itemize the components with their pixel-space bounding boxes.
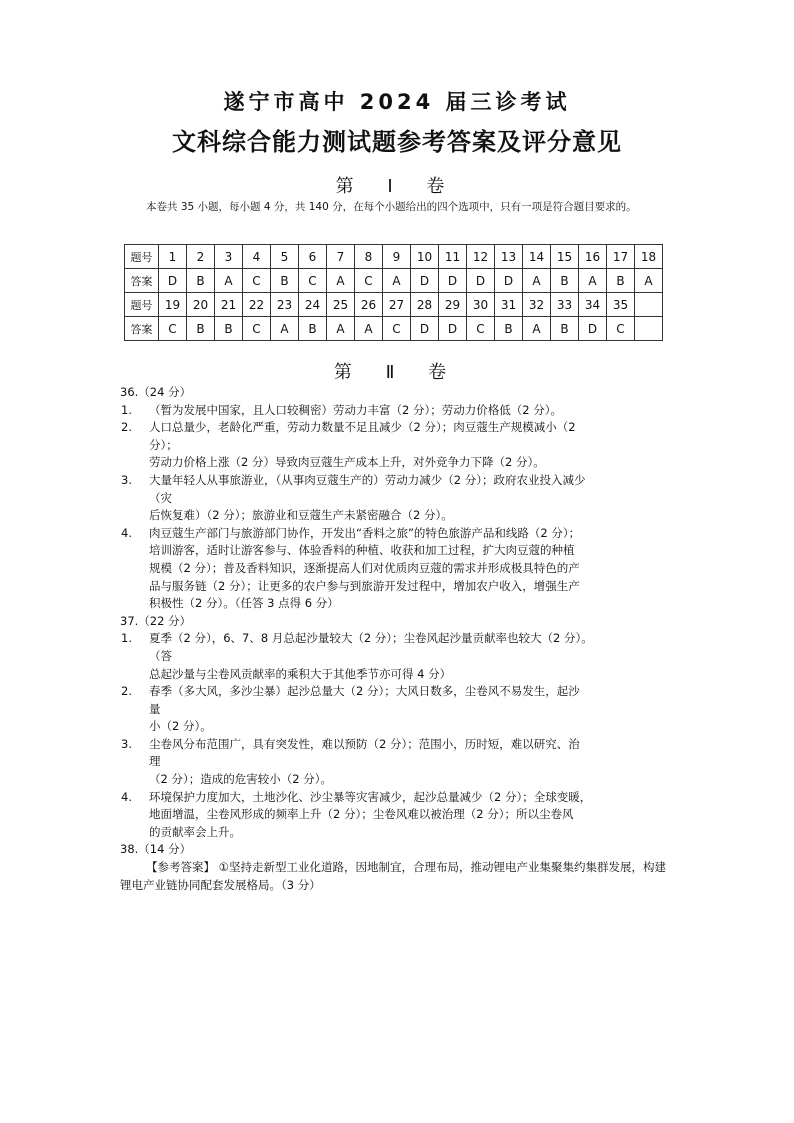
label-question: 题号 [125,245,159,269]
answer-row [125,269,663,293]
q-cell: 26 [355,293,383,317]
question-number-row [125,245,663,269]
q-cell: 10 [411,245,439,269]
q-cell: 17 [607,245,635,269]
q-cell: 29 [439,293,467,317]
q-cell: 35 [607,293,635,317]
exam-title: 遂宁市高中 2024 届三诊考试 [223,90,571,114]
a-cell: D [411,269,439,293]
q-cell: 9 [383,245,411,269]
a-cell: D [495,269,523,293]
label-answer: 答案 [125,317,159,341]
item-line: 尘卷风分布范围广，具有突发性，难以预防（2 分）；范围小，历时短，难以研究、治 [149,736,580,751]
a-cell: B [187,317,215,341]
a-cell: A [327,317,355,341]
q37-item-2-continuation: 小（2 分）。 [149,719,212,734]
label-answer: 答案 [125,269,159,293]
q36-item-3 [120,472,676,507]
q36-item-1 [120,402,676,420]
a-cell: A [635,269,663,293]
item-number: 2. [121,684,132,699]
item-number: 4. [121,525,132,540]
item-line: 分）； [149,437,178,452]
item-line: 夏季（2 分），6、7、8 月总起沙量较大（2 分）；尘卷风起沙量贡献率也较大（2 分）。 [149,631,593,646]
item-line: 肉豆蔻生产部门与旅游部门协作，开发出“香料之旅”的特色旅游产品和线路（2 分）； [149,525,581,540]
item-number: 2. [121,420,132,435]
q-cell: 2 [187,245,215,269]
q-cell: 23 [271,293,299,317]
q-cell: 32 [523,293,551,317]
part1-heading: 第 Ⅰ 卷 [335,176,459,197]
q-cell: 8 [355,245,383,269]
item-line: 大量年轻人从事旅游业，（从事肉豆蔻生产的）劳动力减少（2 分）；政府农业投入减少 [149,472,586,487]
item-line: 品与服务链（2 分）；让更多的农户参与到旅游开发过程中，增加农户收入，增强生产 [149,578,580,593]
a-cell: D [439,269,467,293]
q-cell: 11 [439,245,467,269]
a-cell: A [215,269,243,293]
q-cell: 6 [299,245,327,269]
item-number: 3. [121,472,132,487]
q36-title: 36.（24 分） [120,385,192,399]
a-cell: B [607,269,635,293]
a-cell: A [383,269,411,293]
a-cell: C [383,317,411,341]
q36-item-2-continuation: 劳动力价格上涨（2 分）导致肉豆蔻生产成本上升，对外竞争力下降（2 分）。 [149,455,545,470]
a-cell: A [355,317,383,341]
question-number-row [125,293,663,317]
a-cell: B [551,269,579,293]
q-cell: 5 [271,245,299,269]
a-cell: A [579,269,607,293]
q36-item-3-continuation: 后恢复难）（2 分）；旅游业和豆蔻生产未紧密融合（2 分）。 [149,508,453,523]
q-cell: 25 [327,293,355,317]
q38-answer: 【参考答案】 ①坚持走新型工业化道路，因地制宜，合理布局，推动锂电产业集聚集约集群发展，构建锂电产业链协同配套发展格局。（3 分） [120,860,666,892]
item-line: （答 [149,648,172,663]
q-cell: 31 [495,293,523,317]
item-line: 理 [149,754,161,769]
item-line: 量 [149,701,161,716]
q-cell: 30 [467,293,495,317]
q-cell: 24 [299,293,327,317]
q-cell: 4 [243,245,271,269]
item-number: 4. [121,789,132,804]
a-cell: A [523,269,551,293]
a-cell: C [607,317,635,341]
item-number: 1. [121,631,132,646]
item-line: 春季（多大风，多沙尘暴）起沙总量大（2 分）；大风日数多，尘卷风不易发生，起沙 [149,684,580,699]
item-line: 的贡献率会上升。 [149,824,241,839]
q-cell: 7 [327,245,355,269]
a-cell: B [299,317,327,341]
a-cell: D [411,317,439,341]
answer-table [124,244,663,341]
a-cell: C [355,269,383,293]
q-cell: 18 [635,245,663,269]
q-cell: 28 [411,293,439,317]
q-cell: 3 [215,245,243,269]
q-cell: 15 [551,245,579,269]
q-cell: 20 [187,293,215,317]
a-cell: B [187,269,215,293]
a-cell: C [159,317,187,341]
q-cell: 22 [243,293,271,317]
q-cell: 33 [551,293,579,317]
q37-item-3-continuation: （2 分）；造成的危害较小（2 分）。 [149,772,332,787]
a-cell: A [523,317,551,341]
item-line: 地面增温，尘卷风形成的频率上升（2 分）；尘卷风难以被治理（2 分）；所以尘卷风 [149,807,574,822]
q37-item-3 [120,736,676,771]
a-cell: D [439,317,467,341]
a-cell: B [551,317,579,341]
a-cell: B [271,269,299,293]
q36-item-4 [120,525,676,613]
q-cell: 1 [159,245,187,269]
answer-body [120,384,676,894]
item-line: 环境保护力度加大，土地沙化、沙尘暴等灾害减少，起沙总量减少（2 分）；全球变暖， [149,789,592,804]
a-cell: D [467,269,495,293]
a-cell: D [159,269,187,293]
a-cell: B [215,317,243,341]
item-line: 规模（2 分）；普及香料知识，逐渐提高人们对优质肉豆蔻的需求并形成极具特色的产 [149,560,580,575]
part1-intro: 本卷共 35 小题，每小题 4 分，共 140 分，在每个小题给出的四个选项中，只有一项是符合题目要求的。 [146,201,637,213]
q-cell: 14 [523,245,551,269]
label-question: 题号 [125,293,159,317]
item-line: （暂为发展中国家，且人口较稠密）劳动力丰富（2 分）；劳动力价格低（2 分）。 [149,402,562,417]
q37-item-2 [120,683,676,718]
a-cell: C [467,317,495,341]
item-line: 人口总量少，老龄化严重，劳动力数量不足且减少（2 分）；肉豆蔻生产规模减小（2 [149,420,576,435]
part2-heading: 第 Ⅱ 卷 [333,362,461,383]
q36-item-2 [120,419,676,454]
a-cell: B [495,317,523,341]
answer-row [125,317,663,341]
item-number: 1. [121,402,132,417]
q37-item-1-continuation: 总起沙量与尘卷风贡献率的乘积大于其他季节亦可得 4 分） [149,666,452,681]
item-line: 积极性（2 分）。（任答 3 点得 6 分） [149,596,339,611]
q-cell: 12 [467,245,495,269]
q-cell: 21 [215,293,243,317]
q38-title: 38.（14 分） [120,842,192,857]
a-cell: C [243,317,271,341]
q-cell: 13 [495,245,523,269]
a-cell: A [271,317,299,341]
a-cell [635,317,663,341]
q37-title: 37.（22 分） [120,613,192,628]
a-cell: C [299,269,327,293]
q-cell: 34 [579,293,607,317]
item-number: 3. [121,736,132,751]
q37-item-1 [120,630,676,665]
item-line: 培训游客，适时让游客参与、体验香料的种植、收获和加工过程，扩大肉豆蔻的种植 [149,543,575,558]
q37-item-4 [120,789,676,842]
q-cell: 27 [383,293,411,317]
item-line: （灾 [149,490,172,505]
a-cell: A [327,269,355,293]
a-cell: D [579,317,607,341]
a-cell: C [243,269,271,293]
q-cell [635,293,663,317]
q-cell: 16 [579,245,607,269]
document-title: 文科综合能力测试题参考答案及评分意见 [172,128,622,156]
q-cell: 19 [159,293,187,317]
